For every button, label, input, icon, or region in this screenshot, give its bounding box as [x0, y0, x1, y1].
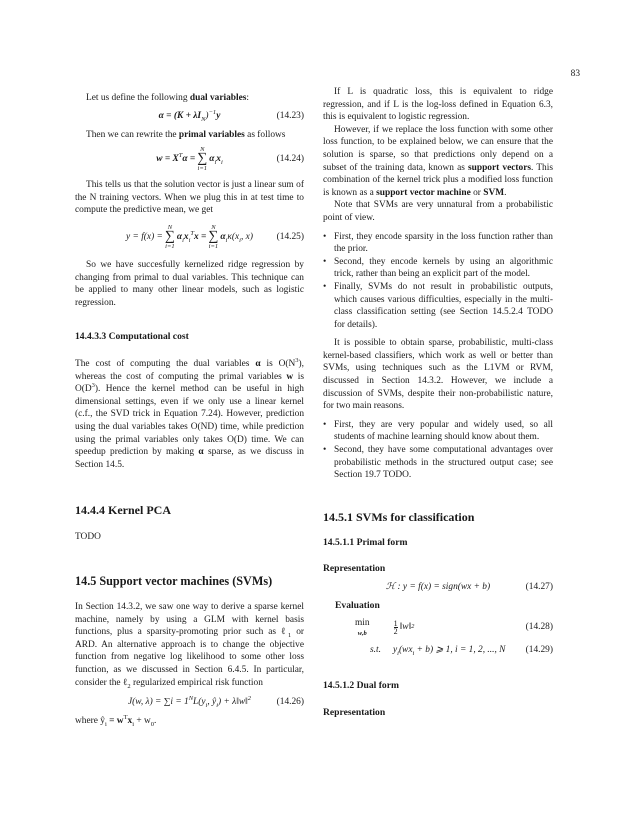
heading-14-5-1-1: 14.5.1.1 Primal form	[323, 537, 408, 549]
computational-cost-paragraph: The cost of computing the dual variables α is $O(N^3)$, whereas the cost of computing the primal variables w is $O(D^3)$. Hence the kernel method can be useful in high dimensional settings, even if we only use a linear kernel (c.f., the SVD trick in Equation 7.24). However, prediction using the dual variables takes O(ND) time, while prediction using the primal variables only takes O(D) time. We can speedup prediction by making α sparse, as we discuss in Section 14.5.	[75, 356, 305, 470]
support-vectors-paragraph: However, if we replace the loss function with some other loss function, to be explained below, we can ensure that the solution is sparse, so that predictions only depend on a subset of the training data, known as support vectors. This combination of the kernel trick plus a modified loss function is known as a support vector machine or SVM.	[323, 124, 553, 198]
svm-reasons-list	[323, 419, 553, 482]
list-item: • First, they encode sparsity in the loss function rather than the prior.	[323, 231, 553, 256]
left-column	[75, 88, 304, 728]
kernelized-paragraph: So we have succesfully kernelized ridge regression by changing from primal to dual variables. This technique can be applied to many other linear models, such as logistic regression.	[75, 259, 304, 308]
representation-label-2: Representation	[323, 706, 386, 718]
primal-intro: Then we can rewrite the primal variables as follows	[86, 129, 286, 140]
section-link[interactable]: 6.4.5	[227, 665, 247, 676]
equation-link[interactable]: 7.24	[201, 409, 218, 420]
unnatural-paragraph: Note that SVMs are very unnatural from a probabilistic point of view.	[323, 200, 553, 223]
quadratic-loss-paragraph: If L is quadratic loss, this is equivalent to ridge regression, and if L is the log-loss defined in Equation 6.3, this is equivalent to logistic regression.	[323, 87, 554, 123]
section-link[interactable]: 14.3.2	[417, 376, 441, 387]
yhat-definition: where $ŷ_i = w^Tx_i + w_0$.	[75, 714, 157, 729]
section-link[interactable]: 14.3.2	[116, 602, 140, 613]
heading-14-5-1: 14.5.1 SVMs for classification	[323, 509, 475, 524]
right-column	[323, 88, 553, 719]
linear-sum-paragraph: This tells us that the solution vector is just a linear sum of the N training vectors. When we plug this in at test time to compute the predictive mean, we get	[75, 180, 304, 216]
equation-14-24: $w = X^T\alpha$ = N ∑ i=1 $\alpha_ix_i$ (14.24)	[156, 145, 304, 173]
list-item: • First, they are very popular and widely used, so all students of machine learning should know about them.	[323, 419, 553, 444]
heading-14-5: 14.5 Support vector machines (SVMs)	[75, 574, 273, 589]
heading-14-5-1-2: 14.5.1.2 Dual form	[323, 680, 399, 692]
list-item: • Finally, SVMs do not result in probabilistic outputs, which causes various difficulties, especially in the multi-class classification setting (see Section 14.5.2.4 TODO for details).	[323, 281, 553, 331]
equation-14-28: min w,b 1 2 ‖w‖ 2 (14.28)	[355, 618, 553, 637]
svm-drawbacks-list	[323, 231, 553, 332]
heading-14-4-4: 14.4.4 Kernel PCA	[75, 503, 171, 518]
heading-14-4-3-3: 14.4.3.3 Computational cost	[75, 331, 189, 343]
list-item: • Second, they encode kernels by using an algorithmic trick, rather than being an explicit part of the model.	[323, 256, 553, 281]
todo-text: TODO	[75, 531, 101, 542]
sparse-classifiers-paragraph: It is possible to obtain sparse, probabilistic, multi-class kernel-based classifiers, which work as well or better than SVMs, using techniques such as the L1VM or RVM, discussed in Section 14.3.2. However, we include a discussion of SVMs, despite their non-probabilistic nature, for two main reasons.	[323, 338, 554, 412]
list-item: • Second, they have some computational advantages over probabilistic methods in the structured output case; see Section 19.7 TODO.	[323, 444, 553, 482]
equation-14-29: s.t. $y_i(wx_i + b)$ ⩾ 1, i = 1, 2, ..., N (14.29)	[370, 644, 553, 657]
equation-14-27: ℋ : y = f(x) = sign(wx + b) (14.27)	[385, 582, 553, 593]
dual-intro: Let us define the following dual variables:	[86, 93, 250, 103]
equation-link[interactable]: 6.3	[538, 99, 551, 110]
page-number: 83	[570, 69, 580, 79]
equation-14-26: J(w, $\lambda) = \sum i = 1^NL(y_i$, $ŷ_i$) + λ‖w‖$^2$ (14.26)	[127, 694, 304, 709]
svm-intro-paragraph: In Section 14.3.2, we saw one way to derive a sparse kernel machine, namely by using a GLM with kernel basis functions, plus a sparsity-promoting prior such as ℓ$_1$ or ARD. An alternative approach is to change the objective function from negative log likelihood to some other loss function, as we discussed in Section 6.4.5. In particular, consider the ℓ$_2$ regularized empirical risk function	[75, 602, 305, 690]
evaluation-label: Evaluation	[335, 599, 380, 611]
equation-14-23: $\alpha = (K + \lambda I_N)^{-1}y$ (14.23)	[158, 109, 304, 124]
equation-14-25: y = f(x) = N ∑ i=1 $\alpha_ix_i^Tx$ = N ∑ i=1 $\alpha_i\kappa(x_i$, x) (14.25)	[126, 223, 304, 251]
representation-label: Representation	[323, 563, 386, 574]
section-link[interactable]: 14.5	[105, 459, 122, 470]
